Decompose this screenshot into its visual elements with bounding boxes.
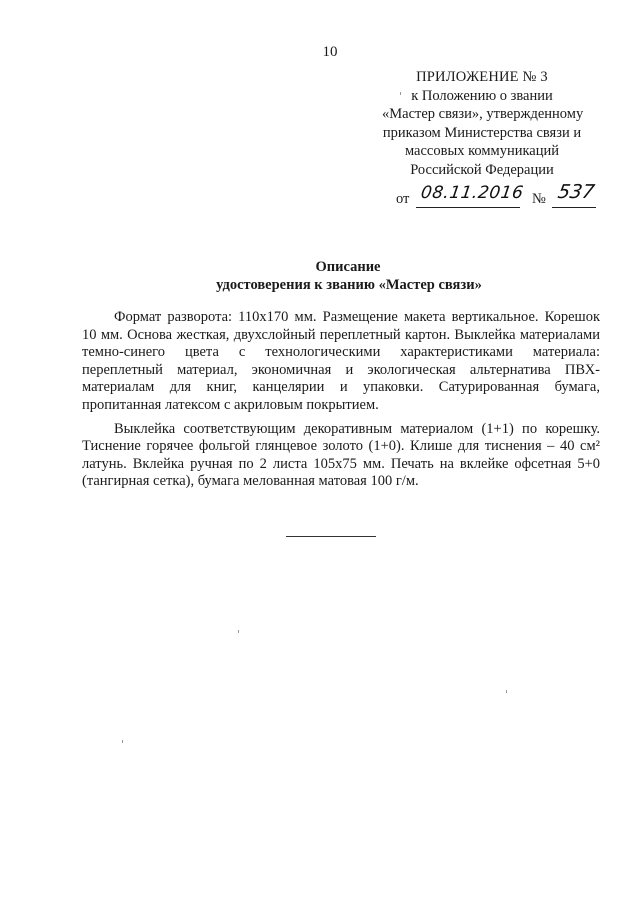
- document-body: [82, 309, 600, 497]
- scan-speck: [238, 630, 239, 633]
- paragraph: Выклейка соответствующим декоративным материалом (1+1) по корешку. Тиснение горячее фольгой глянцевое золото (1+0). Клише для тиснения – 40 см² латунь. Вклейка ручная по 2 листа 105х75 мм. Печать на вклейке офсетная 5+0 (тангирная сетка), бумага мелованная матовая 100 г/м.: [82, 420, 600, 490]
- appendix-line: «Мастер связи», утвержденному: [382, 106, 584, 123]
- appendix-block: [382, 68, 582, 180]
- decree-from-label: от: [396, 191, 410, 207]
- decree-number-label: №: [532, 191, 546, 207]
- scan-speck: [400, 92, 401, 95]
- decree-reference: [396, 183, 606, 211]
- page-number: 10: [322, 44, 338, 60]
- scan-speck: [122, 740, 123, 743]
- scan-speck: [506, 690, 507, 693]
- end-separator: [286, 536, 376, 537]
- appendix-title: ПРИЛОЖЕНИЕ № 3: [416, 69, 548, 85]
- appendix-line: Российской Федерации: [410, 161, 554, 178]
- paragraph: Формат разворота: 110х170 мм. Размещение макета вертикальное. Корешок 10 мм. Основа жесткая, двухслойный переплетный картон. Выклейка материалами темно-синего цвета с технологическими характеристиками материала: переплетный материал, экономичная и экологическая альтернатива ПВХ-материалам для книг, канцелярии и упаковки. Сатурированная бумага, пропитанная латексом с акриловым покрытием.: [82, 309, 600, 413]
- heading-subtitle: удостоверения к званию «Мастер связи»: [216, 277, 482, 293]
- appendix-line: приказом Министерства связи и: [382, 124, 582, 141]
- date-underline: [416, 207, 520, 208]
- document-heading: [0, 258, 640, 294]
- heading-title: Описание: [315, 259, 381, 275]
- handwritten-number: 537: [556, 181, 597, 203]
- appendix-line: к Положению о звании: [411, 87, 553, 104]
- handwritten-date: 08.11.2016: [419, 183, 525, 203]
- appendix-line: массовых коммуникаций: [404, 143, 560, 160]
- number-underline: [552, 207, 596, 208]
